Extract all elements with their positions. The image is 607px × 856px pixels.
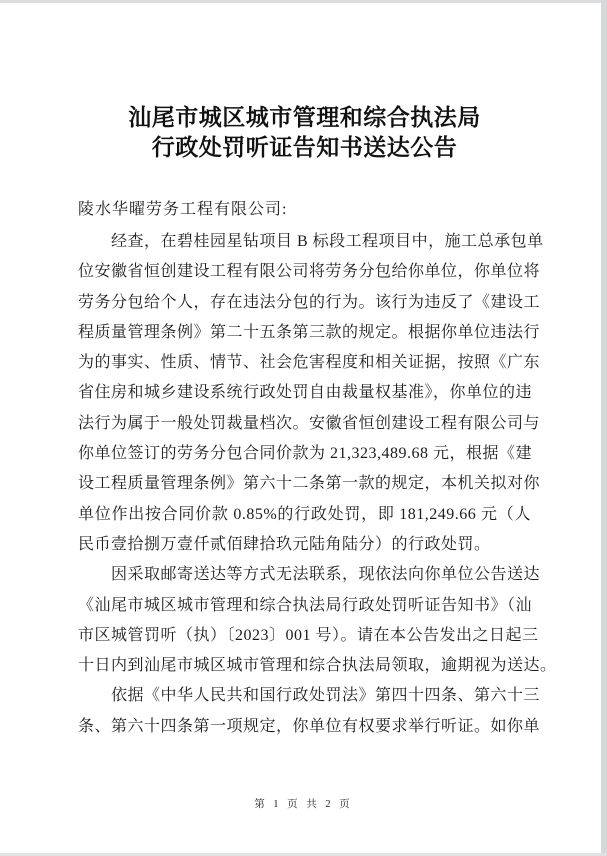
paragraph-3 bbox=[78, 681, 541, 742]
body-line: 劳务分包给个人，存在违法分包的行为。该行为违反了《建设工 bbox=[78, 293, 541, 311]
body-line: 为的事实、性质、情节、社会危害程度和相关证据，按照《广东 bbox=[78, 354, 541, 372]
paragraph-2 bbox=[78, 560, 557, 681]
body-line: 十日内到汕尾市城区城市管理和综合执法局领取，逾期视为送达。 bbox=[78, 657, 557, 675]
scan-edge-top bbox=[0, 0, 607, 3]
body-line: 法行为属于一般处罚裁量档次。安徽省恒创建设工程有限公司与 bbox=[78, 414, 541, 432]
body-line: 《汕尾市城区城市管理和综合执法局行政处罚听证告知书》（汕 bbox=[78, 596, 533, 614]
body-line: 经查，在碧桂园星钻项目 B 标段工程项目中，施工总承包单 bbox=[111, 233, 544, 250]
body-line: 条、第六十四条第一项规定，你单位有权要求举行听证。如你单 bbox=[78, 717, 541, 735]
body-line: 省住房和城乡建设系统行政处罚自由裁量权基准》，你单位的违 bbox=[78, 384, 533, 402]
body-line: 市区城管罚听（执）〔2023〕001 号）。请在本公告发出之日起三 bbox=[78, 626, 539, 644]
page-footer bbox=[0, 796, 607, 811]
document-title-line1: 汕尾市城区城市管理和综合执法局 bbox=[128, 105, 481, 130]
body-line: 设工程质量管理条例》第六十二条第一款的规定，本机关拟对你 bbox=[78, 475, 541, 493]
document-title-line2: 行政处罚听证告知书送达公告 bbox=[151, 135, 458, 160]
document-title bbox=[78, 103, 531, 163]
document-body bbox=[78, 227, 557, 742]
body-line: 单位作出按合同价款 0.85%的行政处罚，即 181,249.66 元（人 bbox=[78, 505, 531, 523]
body-line: 依据《中华人民共和国行政处罚法》第四十四条、第六十三 bbox=[111, 687, 541, 705]
scan-edge-right bbox=[601, 0, 607, 856]
body-line: 程质量管理条例》第二十五条第三款的规定。根据你单位违法行 bbox=[78, 323, 541, 341]
body-line: 因采取邮寄送达等方式无法联系，现依法向你单位公告送达 bbox=[111, 566, 541, 584]
addressee-line: 陵水华曜劳务工程有限公司: bbox=[78, 201, 288, 218]
body-line: 位安徽省恒创建设工程有限公司将劳务分包给你单位，你单位将 bbox=[78, 263, 541, 281]
body-line: 民币壹拾捌万壹仟贰佰肆拾玖元陆角陆分）的行政处罚。 bbox=[78, 535, 491, 553]
body-line: 你单位签订的劳务分包合同价款为 21,323,489.68 元，根据《建 bbox=[78, 445, 533, 463]
paragraph-1 bbox=[78, 227, 544, 560]
page-number: 第 1 页 共 2 页 bbox=[254, 799, 353, 810]
